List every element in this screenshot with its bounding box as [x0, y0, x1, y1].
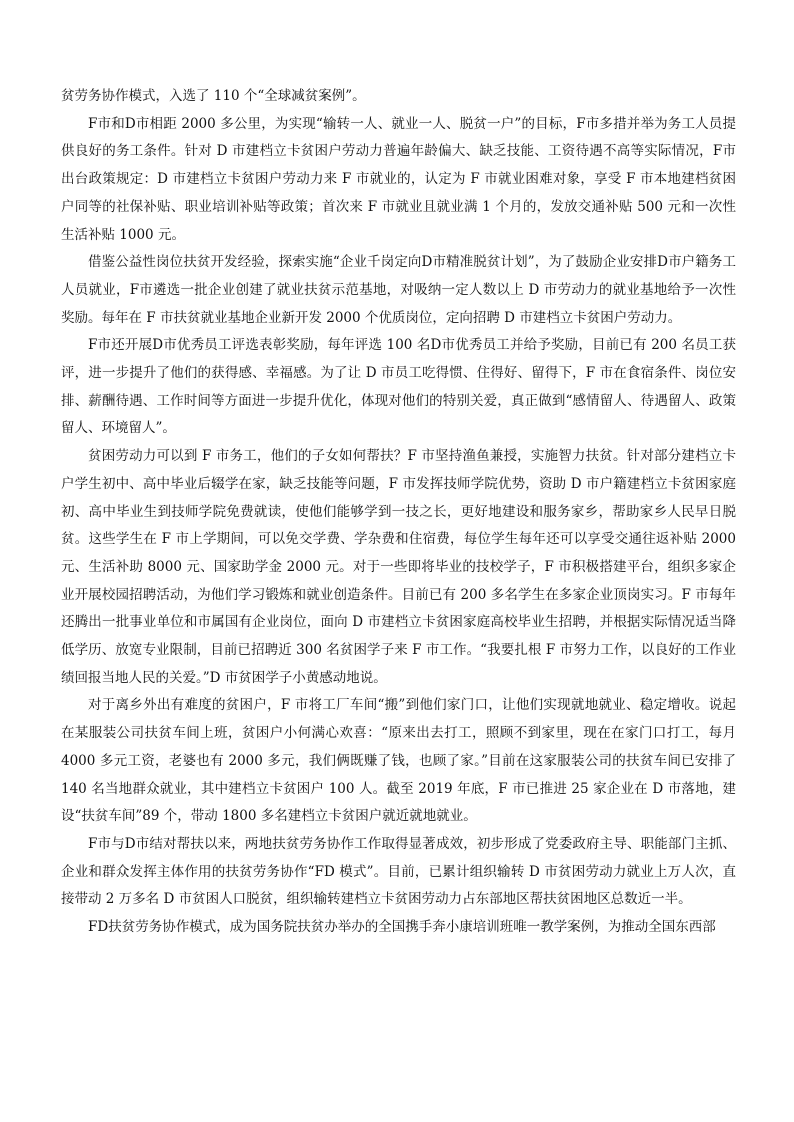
- paragraph-continuation: 贫劳务协作模式，入选了 110 个“全球减贫案例”。: [61, 88, 366, 104]
- paragraph-employee-awards: F市还开展D市优秀员工评选表彰奖励，每年评选 100 名D市优秀员工并给予奖励，目前已有 200 名员工获评，进一步提升了他们的获得感、幸福感。为了让 D 市员工吃得惯、住得好、留得下，F 市在食宿条件、岗位安排、薪酬待遇、工作时间等方面进一步提升优化，体现对他们的特别关爱，真正做到“感情留人、待遇留人、政策留人、环境留人”。: [61, 337, 736, 437]
- document-body: [61, 83, 736, 942]
- paragraph-fd-model: F市与D市结对帮扶以来，两地扶贫劳务协作工作取得显著成效，初步形成了党委政府主导、职能部门主抓、企业和群众发挥主体作用的扶贫劳务协作“FD 模式”。目前，已累计组织输转 D 市贫困劳动力就业上万人次，直接带动 2 万多名 D 市贫困人口脱贫，组织输转建档立卡贫困劳动力占东部地区帮扶贫困地区总数近一半。: [61, 835, 736, 908]
- paragraph-education-support: 贫困劳动力可以到 F 市务工，他们的子女如何帮扶？F 市坚持渔鱼兼授，实施智力扶贫。针对部分建档立卡户学生初中、高中毕业后辍学在家，缺乏技能等问题，F 市发挥技师学院优势，资助 D 市户籍建档立卡贫困家庭初、高中毕业生到技师学院免费就读，使他们能够学到一技之长，更好地建设和服务家乡，帮助家乡人民早日脱贫。这些学生在 F 市上学期间，可以免交学费、学杂费和住宿费，每位学生每年还可以享受交通往返补贴 2000 元、生活补助 8000 元、国家助学金 2000 元。对于一些即将毕业的技校学子，F 市积极搭建平台，组织多家企业开展校园招聘活动，为他们学习锻炼和就业创造条件。目前已有 200 多名学生在多家企业顶岗实习。F 市每年还腾出一批事业单位和市属国有企业岗位，面向 D 市建档立卡贫困家庭高校毕业生招聘，并根据实际情况适当降低学历、放宽专业限制，目前已招聘近 300 名贫困学子来 F 市工作。“我要扎根 F 市努力工作，以良好的工作业绩回报当地人民的关爱。”D 市贫困学子小黄感动地说。: [61, 448, 736, 686]
- paragraph-enterprise-jobs: 借鉴公益性岗位扶贫开发经验，探索实施“企业千岗定向D市精准脱贫计划”，为了鼓励企业安排D市户籍务工人员就业，F市遴选一批企业创建了就业扶贫示范基地，对吸纳一定人数以上 D 市劳动力的就业基地给予一次性奖励。每年在 F 市扶贫就业基地企业新开发 2000 个优质岗位，定向招聘 D 市建档立卡贫困户劳动力。: [61, 254, 736, 326]
- paragraph-work-conditions: F市和D市相距 2000 多公里，为实现“输转一人、就业一人、脱贫一户”的目标，F市多措并举为务工人员提供良好的务工条件。针对 D 市建档立卡贫困户劳动力普遍年龄偏大、缺乏技能、工资待遇不高等实际情况，F市出台政策规定：D 市建档立卡贫困户劳动力来 F 市就业的，认定为 F 市就业困难对象，享受 F 市本地建档贫困户同等的社保补贴、职业培训补贴等政策；首次来 F 市就业且就业满 1 个月的，发放交通补贴 500 元和一次性生活补贴 1000 元。: [61, 115, 736, 243]
- paragraph-poverty-workshops: 对于离乡外出有难度的贫困户，F 市将工厂车间“搬”到他们家门口，让他们实现就地就业、稳定增收。说起在某服装公司扶贫车间上班，贫困户小何满心欢喜：“原来出去打工，照顾不到家里，现在在家门口打工，每月 4000 多元工资，老婆也有 2000 多元，我们俩既赚了钱，也顾了家。”目前在这家服装公司的扶贫车间已安排了 140 名当地群众就业，其中建档立卡贫困户 100 人。截至 2019 年底，F 市已推进 25 家企业在 D 市落地，建设“扶贫车间”89 个，带动 1800 多名建档立卡贫困户就近就地就业。: [61, 697, 736, 825]
- paragraph-teaching-case: FD扶贫劳务协作模式，成为国务院扶贫办举办的全国携手奔小康培训班唯一教学案例，为推动全国东西部: [88, 919, 716, 936]
